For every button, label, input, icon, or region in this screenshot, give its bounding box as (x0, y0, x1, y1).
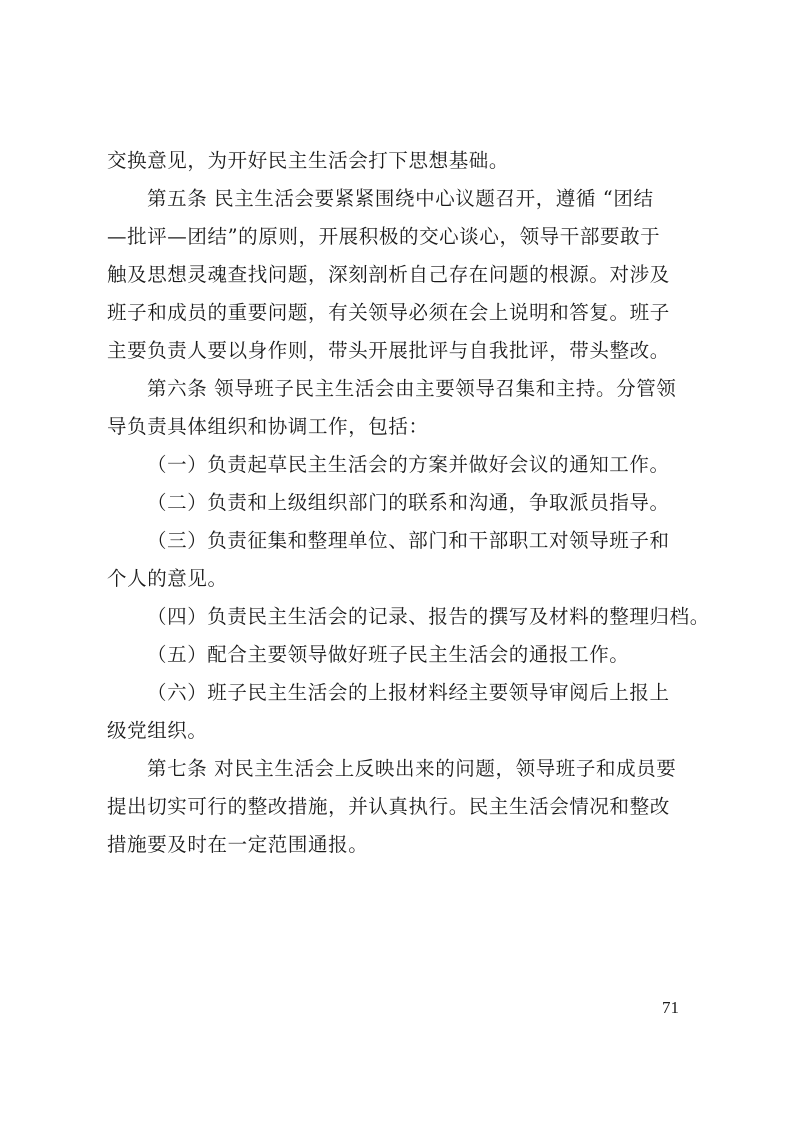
page-number: 71 (662, 998, 679, 1017)
text-line: 第五条 民主生活会要紧紧围绕中心议题召开，遵循 “团结 (147, 187, 654, 210)
text-line: —批评—团结”的原则，开展积极的交心谈心，领导干部要敢于 (107, 225, 661, 248)
text-line: 个人的意见。 (107, 567, 228, 590)
text-line: （四）负责民主生活会的记录、报告的撰写及材料的整理归档。 (147, 605, 710, 628)
text-line: 提出切实可行的整改措施，并认真执行。民主生活会情况和整改 (107, 795, 670, 818)
text-line: 主要负责人要以身作则，带头开展批评与自我批评，带头整改。 (107, 339, 670, 362)
text-line: 班子和成员的重要问题，有关领导必须在会上说明和答复。班子 (107, 301, 670, 324)
text-line: 触及思想灵魂查找问题，深刻剖析自己存在问题的根源。对涉及 (107, 263, 670, 286)
text-line: （二）负责和上级组织部门的联系和沟通，争取派员指导。 (147, 491, 670, 514)
text-line: （三）负责征集和整理单位、部门和干部职工对领导班子和 (147, 529, 670, 552)
text-line: 交换意见，为开好民主生活会打下思想基础。 (107, 149, 510, 172)
text-line: 第六条 领导班子民主生活会由主要领导召集和主持。分管领 (147, 377, 677, 400)
text-line: （一）负责起草民主生活会的方案并做好会议的通知工作。 (147, 453, 670, 476)
text-line: 措施要及时在一定范围通报。 (107, 833, 369, 856)
text-line: 级党组织。 (107, 719, 208, 742)
text-line: （六）班子民主生活会的上报材料经主要领导审阅后上报上 (147, 681, 670, 704)
text-line: 导负责具体组织和协调工作，包括： (107, 415, 429, 438)
body-text (107, 142, 710, 864)
text-line: 第七条 对民主生活会上反映出来的问题，领导班子和成员要 (147, 757, 677, 780)
text-line: （五）配合主要领导做好班子民主生活会的通报工作。 (147, 643, 630, 666)
